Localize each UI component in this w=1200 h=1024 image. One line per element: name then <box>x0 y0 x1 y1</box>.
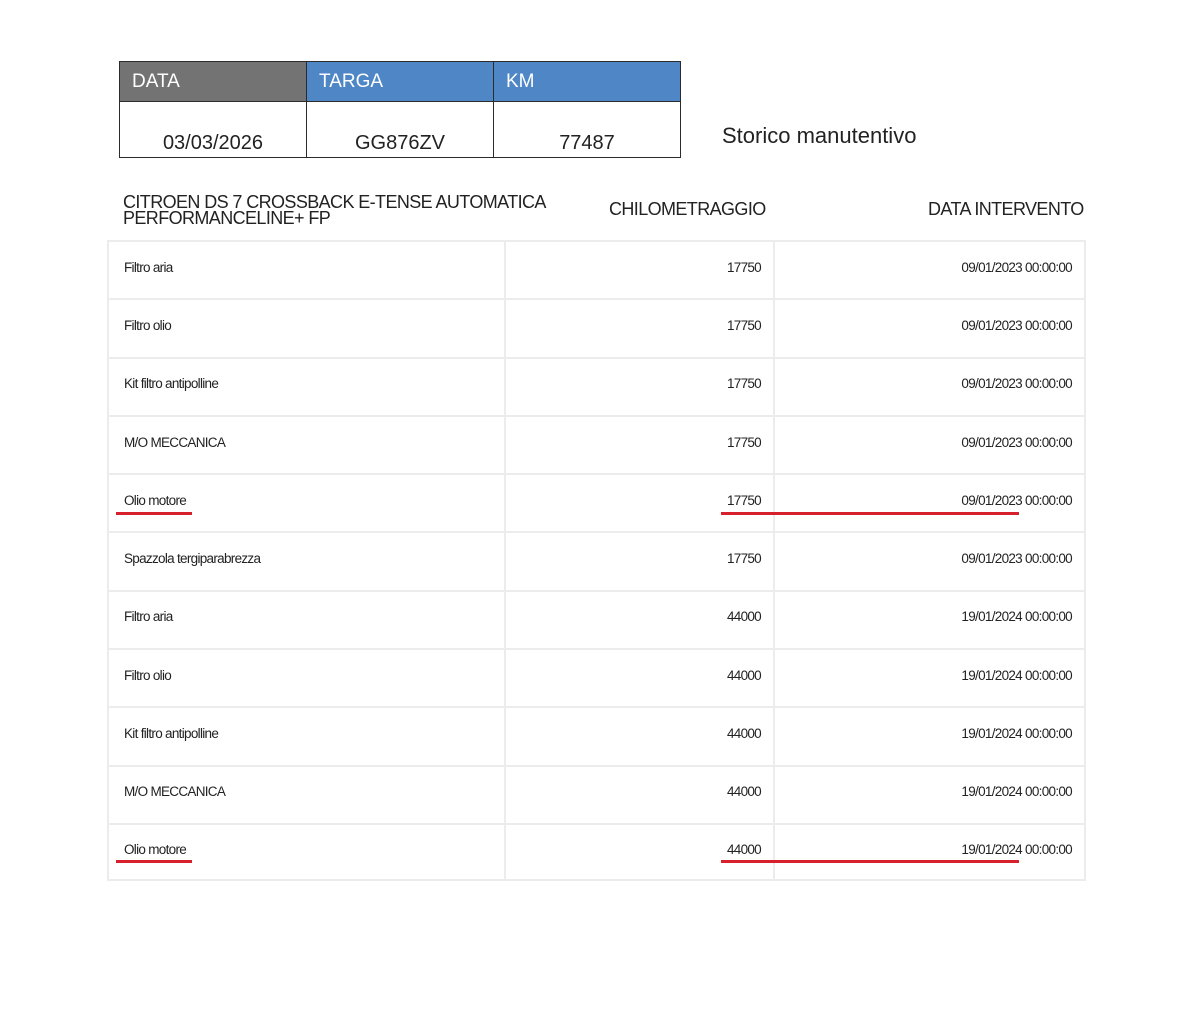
date-column-header: DATA INTERVENTO <box>928 199 1084 219</box>
document-title: Storico manutentivo <box>722 123 917 148</box>
row-mileage: 44000 <box>504 592 773 648</box>
table-row <box>107 531 1086 589</box>
red-underline-mileage-date <box>721 512 1019 515</box>
table-row <box>107 706 1086 764</box>
row-date: 09/01/2023 00:00:00 <box>773 417 1086 473</box>
header-targa-label: TARGA <box>307 62 494 102</box>
row-date: 09/01/2023 00:00:00 <box>773 242 1086 298</box>
table-row <box>107 590 1086 648</box>
row-mileage: 44000 <box>504 825 773 879</box>
row-description: Olio motore <box>107 825 504 879</box>
row-date: 19/01/2024 00:00:00 <box>773 767 1086 823</box>
table-row <box>107 415 1086 473</box>
header-km-label: KM <box>494 62 680 102</box>
row-mileage: 17750 <box>504 475 773 531</box>
row-description: Filtro aria <box>107 592 504 648</box>
row-mileage: 44000 <box>504 650 773 706</box>
table-row <box>107 648 1086 706</box>
table-row <box>107 357 1086 415</box>
header-targa-value: GG876ZV <box>307 102 494 157</box>
row-mileage: 44000 <box>504 767 773 823</box>
row-date: 19/01/2024 00:00:00 <box>773 650 1086 706</box>
row-description: M/O MECCANICA <box>107 417 504 473</box>
row-description: Kit filtro antipolline <box>107 708 504 764</box>
red-underline-mileage-date <box>721 860 1019 863</box>
vehicle-info-header-row <box>120 62 680 102</box>
vehicle-info-table <box>119 61 681 158</box>
table-row <box>107 298 1086 356</box>
row-mileage: 17750 <box>504 242 773 298</box>
row-date: 09/01/2023 00:00:00 <box>773 533 1086 589</box>
mileage-column-header: CHILOMETRAGGIO <box>609 199 766 219</box>
row-date: 09/01/2023 00:00:00 <box>773 475 1086 531</box>
row-mileage: 17750 <box>504 533 773 589</box>
row-description: Spazzola tergiparabrezza <box>107 533 504 589</box>
row-mileage: 17750 <box>504 300 773 356</box>
row-mileage: 17750 <box>504 417 773 473</box>
row-date: 09/01/2023 00:00:00 <box>773 359 1086 415</box>
red-underline-description <box>116 860 192 863</box>
row-description: M/O MECCANICA <box>107 767 504 823</box>
row-date: 09/01/2023 00:00:00 <box>773 300 1086 356</box>
header-data-label: DATA <box>120 62 307 102</box>
row-date: 19/01/2024 00:00:00 <box>773 592 1086 648</box>
header-km-value: 77487 <box>559 132 615 154</box>
vehicle-info-values-row <box>120 102 680 157</box>
row-description: Filtro olio <box>107 300 504 356</box>
red-underline-description <box>116 512 192 515</box>
row-description: Filtro olio <box>107 650 504 706</box>
row-date: 19/01/2024 00:00:00 <box>773 708 1086 764</box>
vehicle-model: CITROEN DS 7 CROSSBACK E-TENSE AUTOMATICA PERFORMANCELINE+ FP <box>123 192 545 228</box>
row-description: Filtro aria <box>107 242 504 298</box>
table-row <box>107 823 1086 881</box>
row-mileage: 44000 <box>504 708 773 764</box>
row-date: 19/01/2024 00:00:00 <box>773 825 1086 879</box>
table-row <box>107 240 1086 298</box>
table-row <box>107 765 1086 823</box>
table-row <box>107 473 1086 531</box>
row-description: Olio motore <box>107 475 504 531</box>
header-data-value: 03/03/2026 <box>120 102 307 157</box>
row-description: Kit filtro antipolline <box>107 359 504 415</box>
maintenance-table <box>107 240 1086 881</box>
row-mileage: 17750 <box>504 359 773 415</box>
